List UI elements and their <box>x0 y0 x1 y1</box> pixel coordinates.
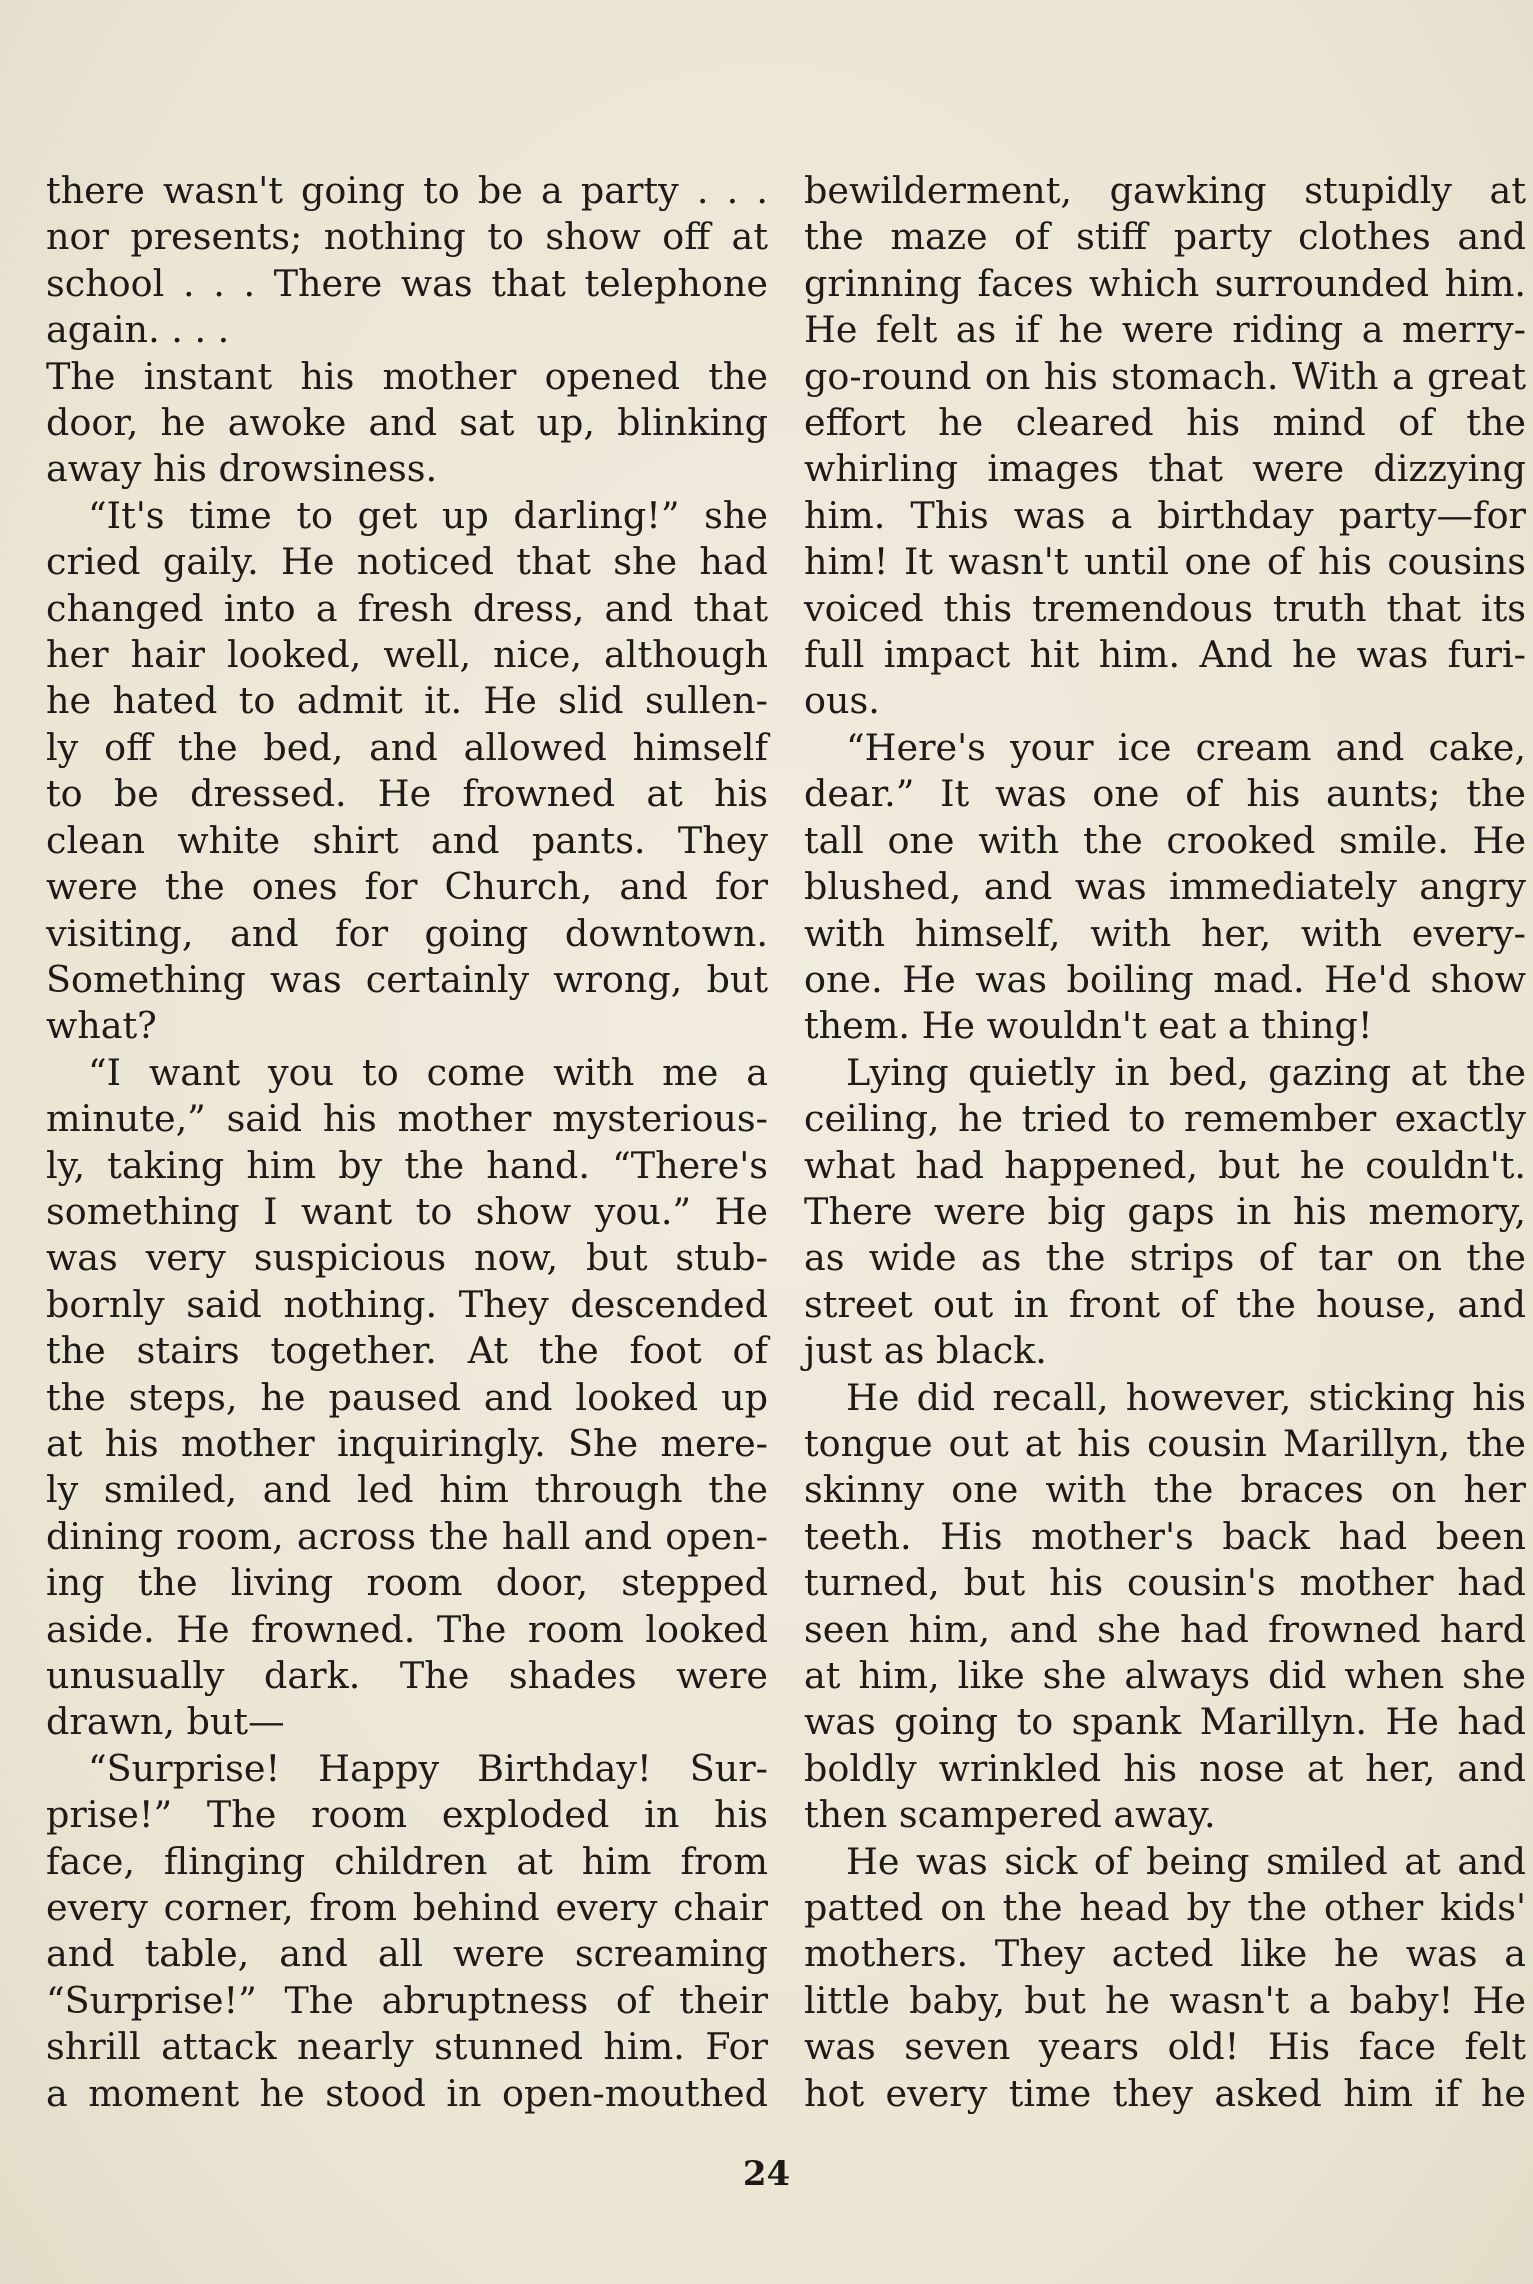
text-line: he hated to admit it. He slid sullen- <box>46 679 768 723</box>
text-line: voiced this tremendous truth that its <box>804 586 1526 630</box>
text-line: every corner, from behind every chair <box>46 1886 768 1930</box>
text-line: He felt as if he were riding a merry- <box>804 308 1526 352</box>
text-line: skinny one with the braces on her <box>804 1468 1526 1512</box>
text-line: face, flinging children at him from <box>46 1839 768 1883</box>
text-line: dining room, across the hall and open- <box>46 1514 768 1558</box>
text-line: ly off the bed, and allowed himself <box>46 725 768 769</box>
text-line: Lying quietly in bed, gazing at the <box>846 1050 1526 1094</box>
text-line: “Surprise! Happy Birthday! Sur- <box>88 1746 768 1790</box>
text-line: school . . . There was that telephone <box>46 261 768 305</box>
text-line: to be dressed. He frowned at his <box>46 772 768 816</box>
text-line: There were big gaps in his memory, <box>804 1189 1526 1233</box>
text-line: go-round on his stomach. With a great <box>804 354 1526 398</box>
text-line: changed into a fresh dress, and that <box>46 586 768 630</box>
text-line: at his mother inquiringly. She mere- <box>46 1421 768 1465</box>
text-line: boldly wrinkled his nose at her, and <box>804 1746 1526 1790</box>
text-line: was seven years old! His face felt <box>804 2025 1526 2069</box>
text-line: and table, and all were screaming <box>46 1932 768 1976</box>
text-line: tall one with the crooked smile. He <box>804 818 1526 862</box>
right-column <box>804 168 1526 2117</box>
text-line: what had happened, but he couldn't. <box>804 1143 1526 1187</box>
text-line: aside. He frowned. The room looked <box>46 1607 768 1651</box>
text-line: again. . . . <box>46 308 230 352</box>
text-line: drawn, but— <box>46 1700 285 1744</box>
text-line: as wide as the strips of tar on the <box>804 1236 1526 1280</box>
text-line: Something was certainly wrong, but <box>46 957 768 1001</box>
text-line: prise!” The room exploded in his <box>46 1793 768 1837</box>
text-line: then scampered away. <box>804 1793 1216 1837</box>
text-line: mothers. They acted like he was a <box>804 1932 1526 1976</box>
text-line: The instant his mother opened the <box>46 354 768 398</box>
text-line: with himself, with her, with every- <box>804 911 1526 955</box>
text-line: teeth. His mother's back had been <box>804 1514 1526 1558</box>
text-line: door, he awoke and sat up, blinking <box>46 401 768 445</box>
text-line: ing the living room door, stepped <box>46 1561 768 1605</box>
text-line: grinning faces which surrounded him. <box>804 261 1526 305</box>
left-column <box>46 168 768 2117</box>
text-line: unusually dark. The shades were <box>46 1654 768 1697</box>
text-line: tongue out at his cousin Marillyn, the <box>804 1421 1526 1465</box>
text-line: “I want you to come with me a <box>88 1050 768 1094</box>
text-line: ly smiled, and led him through the <box>46 1468 768 1512</box>
text-line: bornly said nothing. They descended <box>46 1282 768 1326</box>
text-line: He was sick of being smiled at and <box>846 1839 1526 1883</box>
text-line: visiting, and for going downtown. <box>46 911 768 955</box>
text-line: was very suspicious now, but stub- <box>46 1236 768 1280</box>
text-line: effort he cleared his mind of the <box>804 401 1526 445</box>
page-number: 24 <box>742 2154 791 2194</box>
text-line: away his drowsiness. <box>46 447 438 491</box>
text-line: “Surprise!” The abruptness of their <box>46 1978 768 2022</box>
text-line: bewilderment, gawking stupidly at <box>804 169 1526 212</box>
text-line: “Here's your ice cream and cake, <box>846 725 1526 769</box>
text-line: full impact hit him. And he was furi- <box>804 633 1526 677</box>
text-line: blushed, and was immediately angry <box>804 865 1526 909</box>
text-line: the steps, he paused and looked up <box>46 1375 768 1419</box>
text-line: ceiling, he tried to remember exactly <box>804 1097 1526 1141</box>
text-line: turned, but his cousin's mother had <box>804 1561 1526 1605</box>
text-line: ous. <box>804 679 880 723</box>
text-line: what? <box>46 1004 157 1048</box>
text-line: at him, like she always did when she <box>804 1654 1526 1697</box>
text-line: the maze of stiff party clothes and <box>804 215 1526 259</box>
text-line: something I want to show you.” He <box>46 1189 768 1233</box>
text-line: hot every time they asked him if he <box>804 2071 1526 2115</box>
text-line: ly, taking him by the hand. “There's <box>46 1143 768 1187</box>
text-line: street out in front of the house, and <box>804 1282 1526 1326</box>
text-line: were the ones for Church, and for <box>46 865 768 909</box>
text-line: whirling images that were dizzying <box>804 447 1526 491</box>
text-line: shrill attack nearly stunned him. For <box>46 2025 768 2069</box>
text-line: just as black. <box>804 1329 1047 1373</box>
text-line: him! It wasn't until one of his cousins <box>804 540 1526 584</box>
text-line: dear.” It was one of his aunts; the <box>804 772 1526 816</box>
text-line: little baby, but he wasn't a baby! He <box>804 1978 1526 2022</box>
text-line: cried gaily. He noticed that she had <box>46 540 768 584</box>
text-line: a moment he stood in open-mouthed <box>46 2071 768 2115</box>
text-line: patted on the head by the other kids' <box>804 1886 1526 1930</box>
text-line: nor presents; nothing to show off at <box>46 215 768 259</box>
text-line: was going to spank Marillyn. He had <box>804 1700 1526 1744</box>
text-line: there wasn't going to be a party . . . <box>46 169 768 212</box>
text-line: He did recall, however, sticking his <box>846 1375 1526 1419</box>
text-line: minute,” said his mother mysterious- <box>46 1097 768 1141</box>
text-line: clean white shirt and pants. They <box>46 818 768 862</box>
text-line: seen him, and she had frowned hard <box>804 1607 1526 1651</box>
text-line: one. He was boiling mad. He'd show <box>804 957 1526 1001</box>
text-line: “It's time to get up darling!” she <box>88 493 768 537</box>
text-line: her hair looked, well, nice, although <box>46 633 768 677</box>
text-line: the stairs together. At the foot of <box>46 1329 768 1373</box>
text-line: them. He wouldn't eat a thing! <box>804 1004 1373 1048</box>
text-line: him. This was a birthday party—for <box>804 493 1526 537</box>
